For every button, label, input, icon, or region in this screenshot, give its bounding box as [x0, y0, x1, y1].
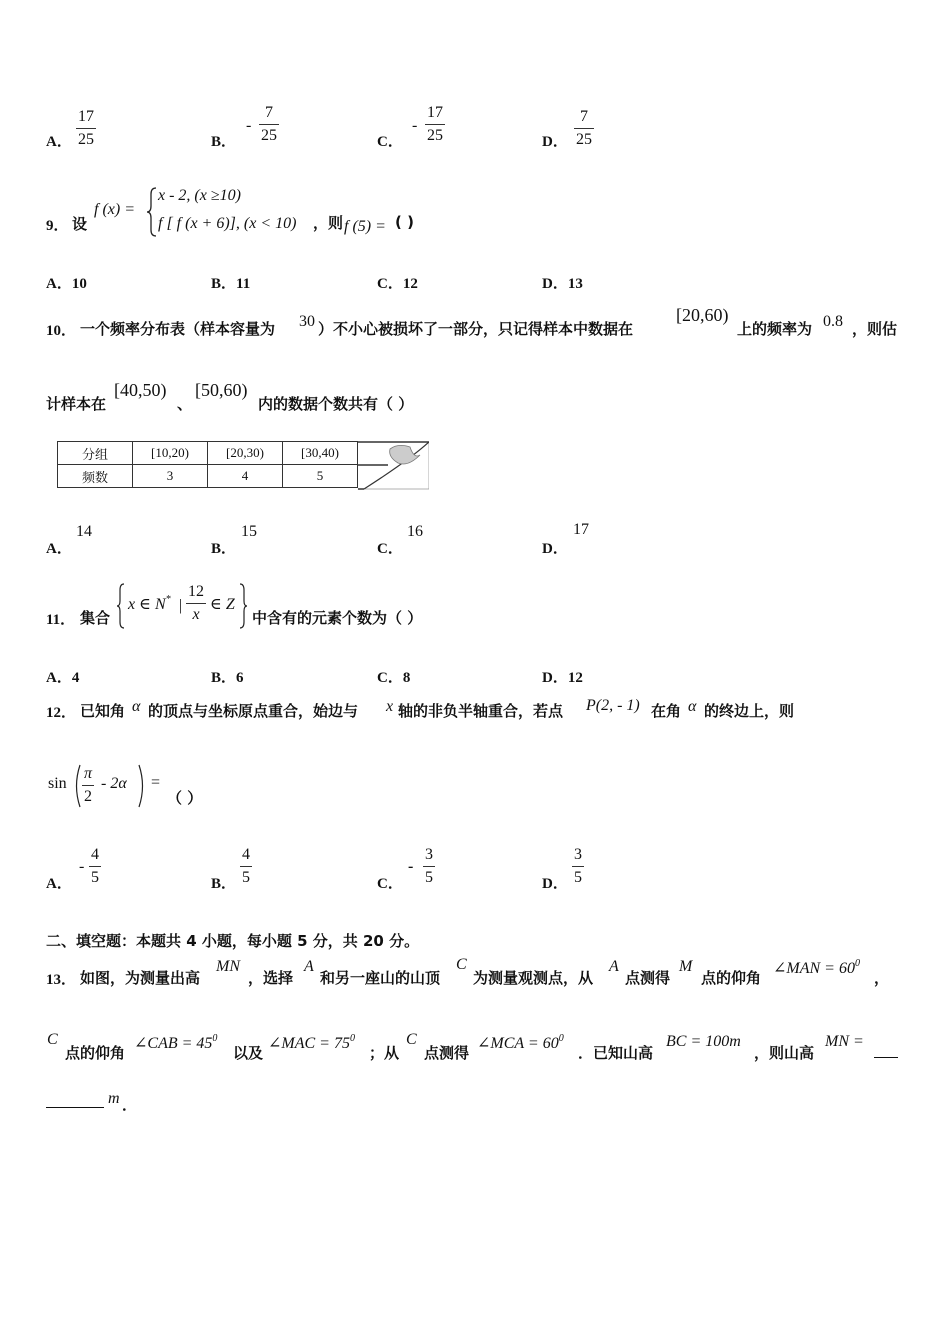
left-brace-icon [116, 582, 126, 630]
q13-mn-eq: MN = [825, 1033, 864, 1050]
q9-ask: f (5) = [344, 218, 386, 235]
q12-pi-over-2: π 2 [84, 765, 93, 805]
q10-text-2: ）不小心被损坏了一部分，只记得样本中数据在 [318, 320, 634, 338]
q13-text-12: ，则山高 [754, 1044, 815, 1062]
q10-option-c-label: C． [377, 541, 403, 557]
q13-number: 13． [46, 972, 77, 988]
q10-interval-1: [20,60) [676, 305, 729, 325]
table-cell: 频数 [58, 465, 133, 488]
right-brace-icon [238, 582, 248, 630]
q11-number: 11． [46, 612, 76, 628]
q11-set-left: x ∈ N* [128, 594, 171, 613]
q8-option-d-label: D． [542, 134, 568, 150]
q13-angle-3: ∠MAC = $75^0$ [268, 1033, 355, 1052]
q13-bc: BC = 100m [666, 1033, 741, 1050]
q12-option-d-fraction: 3 5 [574, 846, 582, 886]
q8-option-c-fraction: 17 25 [427, 104, 443, 144]
q10-text-3: 上的频率为 [737, 320, 813, 338]
q13-c-2: C [47, 1031, 58, 1048]
frequency-table [57, 441, 358, 488]
answer-blank[interactable] [874, 1056, 898, 1058]
q12-x: x [386, 698, 394, 715]
q10-separator: 、 [177, 395, 193, 413]
q12-sin: sin [48, 775, 67, 792]
q10-option-a-label: A． [46, 541, 72, 557]
q12-option-c-label: C． [377, 876, 403, 892]
q10-text-4: ，则估 [852, 320, 898, 338]
q9-paren: ( ) [395, 213, 414, 231]
q10-interval-2: [40,50) [114, 380, 167, 400]
q12-text-5: 的终边上，则 [704, 702, 795, 720]
q12-option-c-sign: - [408, 858, 414, 875]
q13-comma: ， [874, 969, 890, 987]
q9-option-c: C．12 [377, 276, 418, 292]
table-cell: 分组 [58, 442, 133, 465]
q12-text-3: 轴的非负半轴重合，若点 [398, 702, 564, 720]
q12-equals: = [151, 774, 161, 791]
q13-a-2: A [609, 958, 619, 975]
q12-number: 12． [46, 705, 77, 721]
q12-text-1: 已知角 [80, 702, 126, 720]
q9-option-a: A．10 [46, 276, 87, 292]
q10-text-1: 一个频率分布表（样本容量为 [80, 320, 276, 338]
q11-prefix: 集合 [80, 609, 111, 627]
q10-interval-3: [50,60) [195, 380, 248, 400]
q11-set-bar: | [179, 597, 183, 614]
q12-alpha: α [132, 698, 141, 715]
q10-option-b-value: 15 [241, 523, 257, 540]
q8-option-b-fraction: 7 25 [261, 104, 277, 144]
q13-text-1: 如图，为测量出高 [80, 969, 201, 987]
q10-option-d-value: 17 [573, 521, 589, 538]
q12-minus-2alpha: - 2α [101, 775, 127, 792]
q13-angle-4: ∠MCA = $60^0$ [477, 1033, 564, 1052]
q11-option-d: D．12 [542, 670, 583, 686]
q12-text-2: 的顶点与坐标原点重合，始边与 [148, 702, 359, 720]
q8-option-b-label: B． [211, 134, 237, 150]
q13-text-6: 点的仰角 [701, 969, 762, 987]
q12-option-c-fraction: 3 5 [425, 846, 433, 886]
q9-then: ，则 [313, 214, 344, 232]
q12-option-d-label: D． [542, 876, 568, 892]
q13-text-3: 和另一座山的山顶 [320, 969, 441, 987]
q12-alpha-2: α [688, 698, 697, 715]
q13-unit: m [108, 1090, 120, 1107]
q12-option-a-fraction: 4 5 [91, 846, 99, 886]
q8-option-c-label: C． [377, 134, 403, 150]
q11-fraction: 12 x [188, 583, 204, 623]
table-cell: [10,20) [133, 442, 208, 465]
q13-mn: MN [216, 958, 240, 975]
q10-frequency: 0.8 [823, 313, 843, 330]
q8-option-a-label: A． [46, 134, 72, 150]
q10-number: 10． [46, 323, 77, 339]
q13-text-10: 点测得 [424, 1044, 470, 1062]
answer-blank-continued[interactable] [46, 1106, 104, 1108]
q9-function: f (x) = [94, 201, 135, 218]
q9-case-1: x - 2, (x ≥10) [158, 187, 241, 204]
q12-text-4: 在角 [651, 702, 682, 720]
table-cell: 5 [283, 465, 358, 488]
right-paren-icon [137, 763, 147, 809]
q12-option-b-fraction: 4 5 [242, 846, 250, 886]
q12-option-a-sign: - [79, 858, 85, 875]
table-row [58, 442, 358, 465]
q12-paren: （ ） [167, 789, 203, 807]
table-cell: 3 [133, 465, 208, 488]
q9-option-d: D．13 [542, 276, 583, 292]
q9-prefix: 设 [72, 215, 88, 233]
q10-option-a-value: 14 [76, 523, 92, 540]
q12-point: P(2, - 1) [586, 697, 640, 714]
left-paren-icon [72, 763, 82, 809]
q9-case-2: f [ f (x + 6)], (x < 10) [158, 215, 297, 232]
q11-option-a: A．4 [46, 670, 80, 686]
q9-number: 9． [46, 218, 69, 234]
q10-option-c-value: 16 [407, 523, 423, 540]
q11-option-b: B．6 [211, 670, 244, 686]
q8-option-c-sign: - [412, 117, 418, 134]
q11-suffix: 中含有的元素个数为（ ） [252, 609, 423, 627]
table-cell: [20,30) [208, 442, 283, 465]
q10-option-b-label: B． [211, 541, 237, 557]
q8-option-b-sign: - [246, 117, 252, 134]
q9-option-b: B．11 [211, 276, 251, 292]
q13-angle-2: ∠CAB = $45^0$ [134, 1033, 218, 1052]
q12-option-b-label: B． [211, 876, 237, 892]
table-cell: 4 [208, 465, 283, 488]
q13-text-4: 为测量观测点，从 [473, 969, 594, 987]
q13-text-7: 点的仰角 [65, 1044, 126, 1062]
q8-option-a-fraction: 17 25 [78, 108, 94, 148]
table-cell: [30,40) [283, 442, 358, 465]
q13-text-8: 以及 [233, 1044, 264, 1062]
q13-m: M [679, 958, 693, 975]
q13-c-3: C [406, 1031, 417, 1048]
q10-text-6: 内的数据个数共有（ ） [258, 395, 414, 413]
q10-sample-size: 30 [299, 313, 315, 330]
q10-text-5: 计样本在 [46, 395, 107, 413]
q9-brace-icon [146, 186, 158, 238]
q13-text-5: 点测得 [625, 969, 671, 987]
q13-end: ． [122, 1096, 138, 1114]
section-heading: 二、填空题：本题共 4 小题，每小题 5 分，共 20 分。 [46, 932, 420, 950]
q12-option-a-label: A． [46, 876, 72, 892]
q13-text-9: ；从 [369, 1044, 400, 1062]
q13-text-11: ．已知山高 [578, 1044, 654, 1062]
q8-option-d-fraction: 7 25 [576, 108, 592, 148]
q13-a: A [304, 958, 314, 975]
q13-angle-1: ∠MAN = $60^0$ [773, 958, 860, 977]
q13-c: C [456, 956, 467, 973]
q13-text-2: ，选择 [248, 969, 294, 987]
q10-option-d-label: D． [542, 541, 568, 557]
q11-set-right: ∈ Z [210, 596, 235, 613]
table-row [58, 465, 358, 488]
q11-option-c: C．8 [377, 670, 411, 686]
torn-corner-icon [358, 441, 429, 490]
